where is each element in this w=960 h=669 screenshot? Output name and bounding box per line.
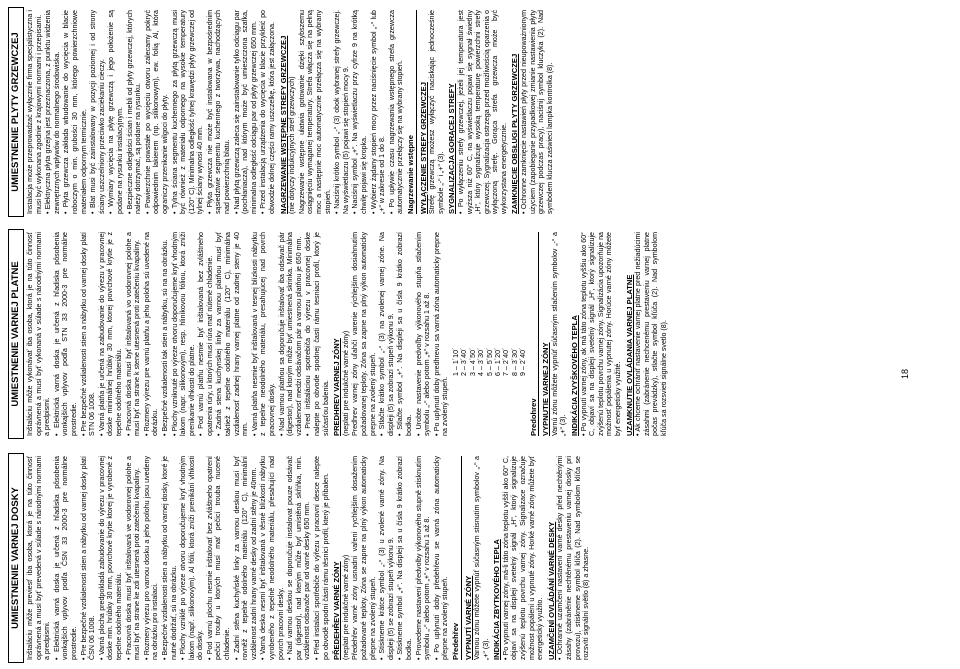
column-cz: [8, 453, 952, 663]
paragraph: • Bezpieczne odległości ścian i mebli od płyty grzewczej, których należy dotrzymać, są podane na rysunku.: [125, 10, 143, 214]
paragraph: • Pre bezpečné vzdialenosti stien a nábytku od varnej dosky platí STN 06 1008.: [79, 232, 97, 436]
subsection-title: ZAMKNIĘCIE OBSŁUGI PŁYTY GRZEWCZEJ: [510, 53, 520, 214]
paragraph: • Po vypnutí varnej zóny, ak má táto zóna teplotu vyššiu ako 60° C, objaví sa na displeji svetelný signál „H“, ktorý signalizuje zvýšenú teplotu povrchu varnej zóny. Signalizácia upozorňuje na možnosť popálenia u vypnutej zóny. Horúce varné zóny môžete byť energeticky využité.: [579, 232, 622, 436]
section-title: UMIESTNENIE PLYTY GRZEWCZEJ: [8, 7, 24, 217]
paragraph: • Stiskneme krátce symbol „-“ (3) u zvolené varné zóny. Na displeji (5) se zobrazí stupeň výkonu 9.: [378, 456, 395, 660]
paragraph: • Pod varnú platňu nesmie byť inštalovaná bez zvláštneho opatrenia rúry, u ktorých musí rúra mať nútené chladenie.: [197, 232, 214, 436]
paragraph: • Stlačte krátko symbol „-“ (3) na zvolenej varnej zóne. Na displeji (5) sa zobrazí stupeň výkonu 9.: [378, 232, 395, 436]
paragraph: • Ak chceme ochrániť nastavenie varnej platne pred nežiadúcimi zásahmi (zabránenie nechcenému prestaveniu varnej platne počas prevádzky), stlačte symbol kľúča (2). Nad symbolom kľúča sa rozsvieti signálne svetlo (8).: [634, 232, 668, 436]
paragraph: • Zadní stěna kuchyňské linky za varnou deskou musí byť rovněž z tepelně odolného materiálu (120° C), minimální vzdálenost zadní hrany varné desky od zadní stěny je 40mm.: [232, 456, 258, 660]
step-item: 8 – 3´30´: [510, 347, 519, 376]
paragraph: • Varná platňa nesmie byť inštalovaná v tesnej blízkosti nábytku z tepelne neodolného materiálu, presahujúcej nad povrch pracovnej dosky.: [250, 232, 277, 436]
paragraph: • Po uplynutí doby predhrevu sa varná zóna automaticky prepne na zvolený stupeň.: [432, 232, 450, 436]
paragraph: • Stlačte symbol „+“. Na displeji sa u čísla 9 krátko zobrazí bodka.: [396, 232, 413, 436]
subsection-title: UZAMČENÍ OVLÁDÁNÍ VARNÉ DESKY: [546, 521, 556, 660]
step-item: 1 – 1´10´: [451, 347, 460, 376]
section-title: UMIESTNENIE VARNEJ PLATNE: [8, 229, 24, 439]
paragraph: • Pod varnú plochu nesmie inštalovať bez zvláštneho opatrení pečicí trouby u ktorých musí mať pečicí trouba nucené chladenie.: [205, 456, 232, 660]
tab-label: Nagrzewanie wstępne: [407, 10, 417, 214]
paragraph: Predhrev varnej zóny uľahčí varenie rýchlejším dosiahnutím požadovanej teploty. Zóna sa zapne na plný výkon automaticky prepne na zvolený stupeň.: [351, 232, 377, 436]
paragraph: • Pracovná doska musí byť inštalovaná ve vodorovnej polohe a musí byť na strane ke zdi utesnená proti zatečeniu kvapaliny.: [124, 456, 142, 660]
paragraph: • Po upływie czasu nagrzewania wstępnego strefa grzewcza automatycznie przełączy się na wybrany stopień.: [387, 10, 405, 214]
tab-label: Předehřev: [452, 456, 462, 660]
paragraph: • Bezpečné vzdialenosti tak stien a nábytku, sú na na obrázku.: [160, 239, 169, 436]
paragraph: • Ochronne zamknięcie nastawień płyty przed nieupoważnionym użyciem (zapobieganie przypadkowej zmianie nastawienia płyty grzewczej podczas pracy), naciśnij symbol kluczyka (2). Nad symbolem klucza zaświeci lampka kontrolka (8).: [520, 10, 554, 214]
step-item: 3 – 4´50´: [468, 347, 477, 376]
paragraph: • Nad varnou platňou sa doporučuje inštalovať iba odsávač pár (digestor), nad ktorým môže byť umiestnená skrinka. Minimálna vzdialenosť medzi odsávačom pár a varnou platňou je 650 mm.: [277, 232, 303, 436]
step-item: 5 – 5´50´: [485, 347, 494, 376]
step-item: 9 – 2´40´: [519, 347, 528, 376]
subsection-title: WYŁĄCZENIE STREFY GRZEWCZEJ: [418, 82, 428, 214]
paragraph: Varnú zónu môžete vypnúť súčasným stlačením symbolov „-“ a „+“ (3).: [550, 232, 568, 436]
paragraph: • Varná platňa je určená na zabudovanie do výrezu v pracovnej doske minimálnej hrúbky 30 mm, ktorej povrchové krytie je z tepelne odolného materiálu.: [97, 232, 123, 436]
subsection-title: INDIKÁCIA ZVYŠKOVÉHO TEPLA: [569, 315, 579, 436]
paragraph: • Nad varnou deskou se doporučuje instalovat pouze odsávač par (digestoř), nad kterým může byť umístěná skříňka, min. vzdálenost odsavače par od varné desky 650 mm.: [286, 456, 312, 660]
paragraph: • Provedeme nastavení předvolby výkonového stupně stisknutím symbolu „-“ alebo potom „+“ v rozsahu 1 až 8.: [414, 456, 432, 660]
paragraph: • Urobte nastavenie predvoľby výkonového stupňa stlačením symbolu „-“ alebo potom „+“ v rozsahu 1 až 8.: [414, 232, 432, 436]
subsection-title: SYGNALIZACJA GORĄCEJ STREFY: [447, 83, 457, 214]
paragraph: Předehřev varné zóny usnadní vaření rychlejším dosažením požadované teploty. Zóna se zapne na plný výkon automaticky přepne na zvolený stupeň.: [351, 456, 377, 660]
paragraph: • Płyta grzewcza nie może być instalowana w bezpośrednim sąsiedztwie segmentu kuchennego z tworzywa, nachodzących nad powierzchnią blatu.: [205, 10, 232, 214]
paragraph: • Po vypnutí varnej zóny, má-li táto zóna teplotu vyšší ako 60° C, objaví sa na displeji svetelný signál „H“, ktorý signalizuje zvýšenú teplotu povrchu varnej zóny. Signalizace označuje možnost popálení u vypnuté zóny. Horké varné zóny můžete byť energetický využito.: [501, 456, 545, 660]
column-sk: [8, 229, 952, 439]
paragraph: • Płyta grzewcza zakłada wbudowanie do wycięcia w blacie roboczym o min. grubości 30 mm, którego powierzchniowe materiałem odpornym termicznie.: [62, 10, 88, 214]
paragraph: • Pracovná doska musí byť inštalovaná vo vodorovnej polohe a musí byť na strane k stene utesnená proti zatečeniu kvapaliny.: [124, 232, 142, 436]
paragraph: • Před instalací spotřebiče do výřezu v pracovní desce nalepte po obvodě spodní části rámu těsnicí profil, který je přibalen.: [313, 456, 330, 660]
paragraph: • Elektrická varná doska je určená z hľadiska pôsobenia vonkajších vplyvov podľa STN 33 2000-3 pre normálne prostredie.: [52, 232, 78, 436]
paragraph: • Rozmery výrezu pro varnou dosku a jeho polohu jsou uvedeny na obrázku pro instalaci.: [142, 456, 160, 660]
subsection-title: VYPNUTIE VARNEJ ZÓNY: [541, 342, 551, 436]
paragraph: • Blat musi być zainstalowany w pozycji poziomej i od strony ściany uszczelniony przeciwko zaciekaniu cieczy.: [89, 10, 106, 214]
paragraph: Inštaláciu môže previesť iba osoba, ktorá je na túto činnosť oprávnená a musí byť prevedená v súlade s národnými normami a predpismi.: [26, 456, 52, 660]
paragraph: Instalacja może przeprowadzać wyłącznie firma specjalistyczna i musi być wykonana zgodnie z krajowymi normami i przepisami.: [26, 10, 43, 214]
section-body: [24, 453, 591, 663]
paragraph: • Pred inštaláciou spotrebiča do výrezu v pracovnej doske nalepte po obvode spodnej časti rámu tesniaci profil, ktorý je súčasťou balenia.: [304, 232, 330, 436]
paragraph: • Varná plocha predpokladá zabudovanie do výrezu v pracovnej doske min. hrúbky 30 mm, povrchové krytie ktorej je vyrobené z tepelne odolného materiálu.: [97, 456, 123, 660]
tab-label: Predohrev: [530, 232, 540, 436]
paragraph: • Naciśnij symbol „+“. Na wyświetlaczu przy cyfrze 9 na krótką chwilę pojawi się kropka.: [351, 10, 368, 214]
paragraph: • Bezpečné vzdialenosti stien a nábytku od varnej dosky, ktoré je nutné dodržať, sú na obrázku.: [160, 456, 178, 660]
paragraph: • Wymiary wycięcia na płytę grzewczą i jego położenie są podane na rysunku instalacyjnym.: [107, 10, 124, 214]
paragraph: • Plochy vzniknuté po výreze otvoru doporučujeme kryť vhodným lakom (napr. silikonovým), resp. hliníkovou fóliou, ktorá zníži prenikanie vlhkosti do platne.: [170, 232, 196, 436]
page-number: 18: [900, 368, 910, 379]
paragraph: • Elektrická varná doska je určená z hľadiska pôsobenia vonkajších vplyvov podľa ČSN 33 2000-3 pre normálne prostredie.: [52, 456, 78, 660]
step-item: 7 – 2´40´: [502, 347, 511, 376]
paragraph: Varnou zónu môžete vypnúť súčasným stisnutím symbolov „-“ a „+“ (3).: [473, 456, 490, 660]
paragraph: • Powierzchnie powstałe po wycięciu otworu zalecamy pokryć odpowiednim lakierem (np. silikonowym), ew. folią Al, która ograniczy przenikanie wilgoci do płyty.: [143, 10, 169, 214]
paragraph: (nie dotyczy indukcyjnych stref grzewczych): [288, 76, 297, 214]
step-item: 4 – 3´30´: [477, 347, 486, 376]
paragraph: • Po wyłączeniu strefy grzewczej, jeżeli jej temperatura jest wyższa niż 60° C, na wyświetlaczu pojawi się sygnał świetlny „H“, który sygnalizuje wysoką temperaturę powierzchni strefy grzewczej. Sygnalizacja ostrzega przed możliwością oparzenia o wyłączoną strefę. Gorąca strefa grzewcza może być wykorzystana energetycznie.: [456, 10, 508, 214]
subsection-title: VYPNUTÍ VARNÉ ZÓNY: [463, 575, 473, 660]
paragraph: • Naciśnij krótko symbol „-“ (3) obok wybranej strefy grzewczej. Na wyświetlaczu (5) pojawi się stopień mocy 9.: [333, 10, 350, 214]
preheat-steps: [452, 232, 528, 376]
step-item: 2 – 3´40´: [460, 347, 469, 376]
subsection-title: PŘEDEHŘEV VARNÉ ZÓNY: [332, 561, 342, 660]
step-item: 6 – 1´20´: [493, 347, 502, 376]
paragraph: • Po uplynutí doby předehřevu se varná zóna automaticky přepne na zvolený stupeň.: [432, 456, 450, 660]
section-title: UMIESTNENIE VARNEJ DOSKY: [8, 453, 24, 663]
paragraph: (neplatí pre indukčné varné zóny): [341, 330, 350, 436]
paragraph: • Pre bezpečné vzdialenosti stien a nábytku od varnej dosky platí ČSN 06 1008.: [79, 456, 97, 660]
paragraph: • Tylna ściana segmentu kuchennego za płytą grzewczą musi być również z materiału odpornego na wysokie temperatury (120° C). Minimalna odległość tylnej krawędzi płyty grzewczej od tylnej ściany wynosi 40 mm.: [170, 10, 205, 214]
paragraph: Nagrzewanie wstępne ułatwia gotowanie dzięki szybszemu osiągnięciu wymaganej temperatury. Strefa włącza się na pełną moc a następnie moc automatycznie przełącza się na wybrany stopień.: [297, 10, 332, 214]
section-body: [24, 229, 668, 439]
paragraph: • Przed instalacją urządzenia do wycięcia w blacie przykleić po obwodzie dolnej części ramy uszczelkę, która jest załączona.: [259, 10, 277, 214]
paragraph: • Stiskneme symbol „+“. Na displeji sa u čísla 9 krátko zobrazí bodka.: [396, 456, 413, 660]
subsection-title: NAGRZEWANIE WSTĘPNE STREFY GRZEWCZEJ: [278, 35, 288, 214]
paragraph: (neplatí pre indukčné varné zóny): [341, 554, 350, 660]
paragraph: • Varná deska nesmí byť inštalovaná v těsné blízkosti nábytku vyrobeného z tepelně neodolného materiálu, přesahující nad povrch pracovní desky.: [259, 456, 285, 660]
paragraph: Inštaláciu môže vykonávať iba osoba, ktorá je na túto činnosť oprávnená a musí byť vykonaná v súlade s národnými normami a predpismi.: [26, 232, 52, 436]
paragraph: • Elektryczna płyta grzejna jest przeznaczona, z punktu widzenia zewnętrznych wpływów do normalnego środowiska.: [44, 10, 61, 214]
paragraph: • Rozmery výrezu pre varnú platňu a jeho poloha sú uvedené na obrázku.: [142, 232, 160, 436]
subsection-title: PREDHREV VARNEJ ZÓNY: [332, 338, 342, 436]
paragraph: • Zadná stena kuchynskej linky za varnou platňou musí byť taktiež z tepelne odolného materiálu (120° C), minimálna vzdialenosť zadnej hrany varnej platne od zadnej steny je 40 mm.: [215, 232, 250, 436]
paragraph: • Nad płytą grzewczą zaleca się zainstalowanie tylko odciągu par (pochłaniacza), nad którym może być umieszczona szafka, minimalna odległość odciągu par od płyty grzewczej 650 mm.: [232, 10, 258, 214]
paragraph: • Wybierz żądany stopień mocy przez naciśnięcie symbol „-“ lub „+“ w zakresie od 1 do 8.: [369, 10, 387, 214]
paragraph: • Ochranné uzamčení nastavení varné desky před nechtěnými zásahy (zabráněnie nechtěnému prestaveniu varnej dosky pri provozu), stiskneme symbol klíča (2). Nad symbolom klíča se rozsvítí signální světlo (8) a zhasne.: [556, 456, 591, 660]
subsection-title: UZAMKNUTIE OVLÁDANIA VARNEJ PLATNE: [624, 274, 634, 436]
paragraph: • Plochy vzniklé po výreze otvoru doporučujeme kryť vhodným lakom (např. silikonovým). Al fólii, ktorá zníži prenikání vlhkosti do dosky.: [179, 456, 205, 660]
column-pl: [8, 7, 952, 217]
section-body: [24, 7, 554, 217]
paragraph: Strefę grzewczą możesz wyłączyć naciskając jednocześnie symbole „-“ i „+“ (3).: [428, 10, 445, 214]
subsection-title: INDIKÁCIA ZBYTKOVÉHO TEPLA: [492, 539, 502, 660]
